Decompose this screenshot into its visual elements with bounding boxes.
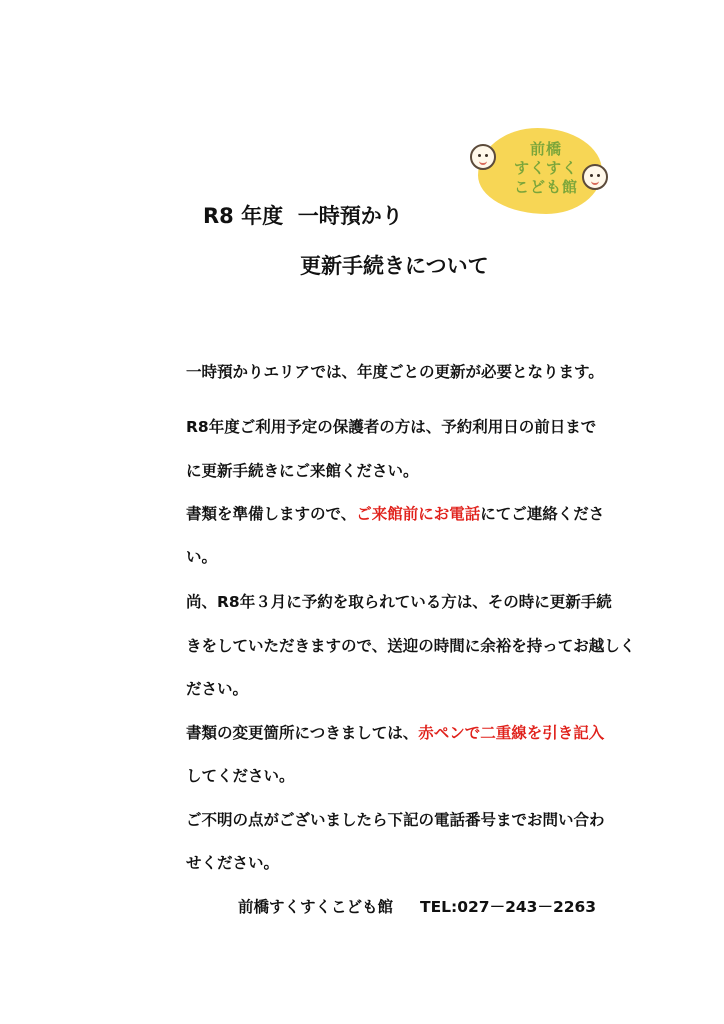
highlight-red-pen-instruction: 赤ペンで二重線を引き記入 bbox=[418, 724, 605, 742]
paragraph-4-text-a: 書類の変更箇所につきましては、 bbox=[186, 724, 419, 742]
paragraph-1-line-2: に更新手続きにご来館ください。 bbox=[186, 462, 419, 480]
page-title-line-1 bbox=[203, 200, 403, 230]
logo bbox=[470, 126, 604, 216]
logo-text bbox=[506, 140, 586, 197]
paragraph-2-text-b: にてご連絡くださ bbox=[480, 505, 605, 523]
paragraph-5-line-2: せください。 bbox=[186, 854, 280, 872]
footer-org-name: 前橋すくすくこども館 bbox=[238, 898, 394, 916]
paragraph-3-line-1: 尚、R8年３月に予約を取られている方は、その時に更新手続 bbox=[186, 593, 612, 611]
child-face-icon bbox=[470, 144, 496, 170]
paragraph-1-line-1: R8年度ご利用予定の保護者の方は、予約利用日の前日まで bbox=[186, 418, 597, 436]
lead-text: 一時預かりエリアでは、年度ごとの更新が必要となります。 bbox=[186, 363, 604, 381]
paragraph-2-line-2: い。 bbox=[186, 548, 218, 566]
title-year: R8 年度 bbox=[203, 204, 284, 228]
paragraph-2-line-1 bbox=[186, 502, 604, 524]
footer-phone: TEL:027－243－2263 bbox=[420, 898, 597, 916]
footer-contact bbox=[238, 895, 596, 917]
paragraph-5-line-1: ご不明の点がございましたら下記の電話番号までお問い合わ bbox=[186, 811, 605, 829]
paragraph-4-line-1 bbox=[186, 721, 604, 743]
paragraph-3-line-2: きをしていただきますので、送迎の時間に余裕を持ってお越しく bbox=[186, 637, 636, 655]
highlight-call-before-visit: ご来館前にお電話 bbox=[356, 505, 481, 523]
paragraph-4-line-2: してください。 bbox=[186, 767, 295, 785]
paragraph-2-text-a: 書類を準備しますので、 bbox=[186, 505, 357, 523]
page-title-line-2: 更新手続きについて bbox=[300, 254, 489, 278]
logo-line-1: 前橋 bbox=[529, 140, 562, 158]
logo-line-3: こども館 bbox=[513, 178, 578, 196]
title-topic: 一時預かり bbox=[297, 204, 403, 228]
paragraph-3-line-3: ださい。 bbox=[186, 680, 249, 698]
logo-line-2: すくすく bbox=[513, 159, 578, 177]
